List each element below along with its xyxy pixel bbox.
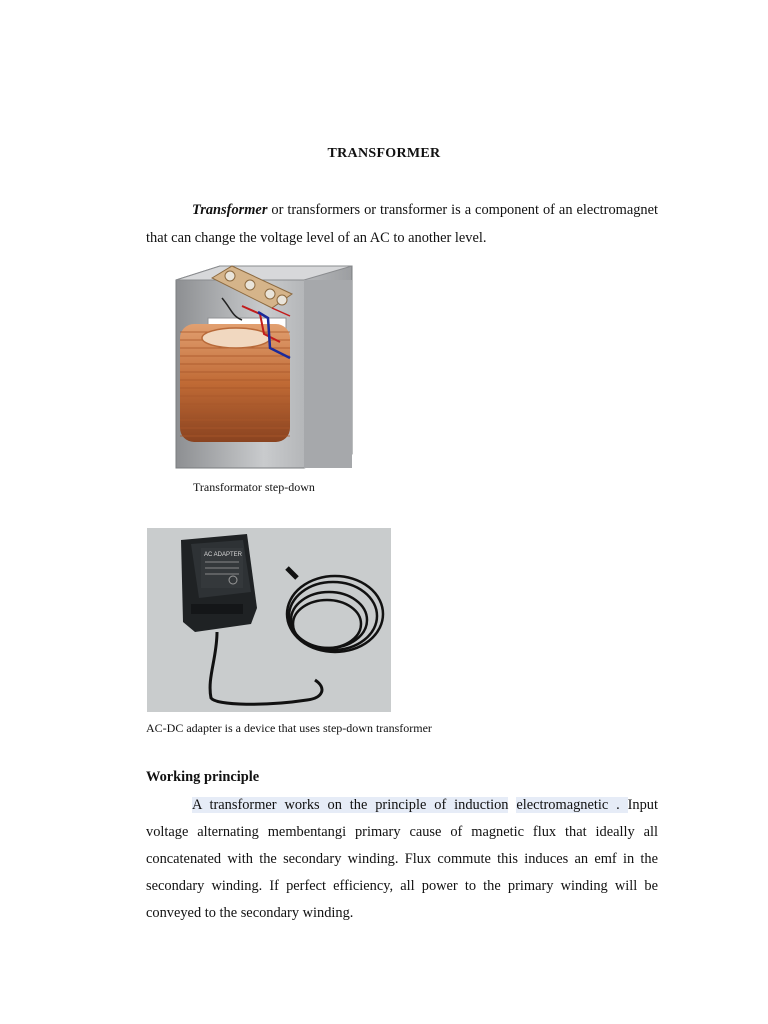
document-title: TRANSFORMER	[327, 146, 441, 161]
intro-text: or transformers or transformer is a component of an electromagnet that can change the voltage level of an AC to another level.	[146, 202, 658, 246]
intro-paragraph	[146, 196, 658, 252]
transformer-illustration	[172, 258, 368, 472]
highlighted-text: A transformer works on the principle of	[192, 797, 455, 813]
ac-adapter-photo	[147, 528, 391, 712]
figure1-caption: Transformator step-down	[193, 480, 315, 494]
highlighted-text: .	[608, 797, 628, 813]
highlighted-text: induction	[454, 797, 509, 813]
intro-term: Transformer	[192, 202, 268, 218]
highlighted-text: electromagnetic	[516, 797, 609, 813]
transformer-figure	[172, 258, 368, 472]
ac-adapter-figure	[147, 528, 391, 712]
figure2-caption: AC-DC adapter is a device that uses step-down transformer	[146, 721, 432, 735]
working-principle-paragraph	[146, 792, 658, 927]
paragraph-text: Input voltage alternating membentangi primary cause of magnetic flux that ideally all concatenated with the secondary winding. Flux commute this induces an emf in the secondary winding. If perfect efficiency, all power to the primary winding will be conveyed to the secondary winding.	[146, 797, 658, 921]
copper-coil	[180, 324, 290, 442]
section-heading: Working principle	[146, 769, 260, 785]
adapter-label: AC ADAPTER	[204, 552, 243, 558]
